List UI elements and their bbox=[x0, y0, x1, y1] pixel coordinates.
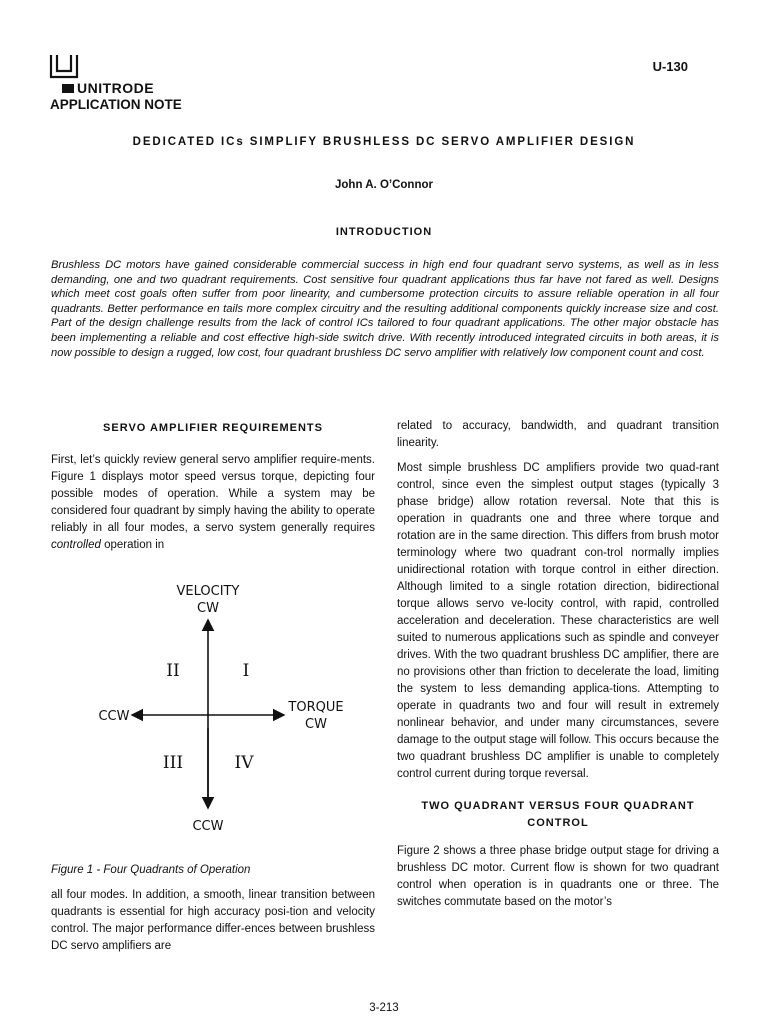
brand-name bbox=[62, 80, 154, 96]
document-title: DEDICATED ICs SIMPLIFY BRUSHLESS DC SERVO AMPLIFIER DESIGN bbox=[132, 136, 636, 148]
quadrant-iv-label: IV bbox=[234, 753, 254, 773]
quadrant-iii-label: III bbox=[162, 753, 184, 773]
figure-1-caption: Figure 1 - Four Quadrants of Operation bbox=[51, 864, 251, 876]
two-vs-four-quadrant-heading: TWO QUADRANT VERSUS FOUR QUADRANT CONTROL bbox=[421, 800, 695, 829]
left-column-top bbox=[51, 420, 375, 554]
document-code: U-130 bbox=[652, 59, 688, 74]
velocity-label: VELOCITY bbox=[176, 584, 240, 599]
torque-cw-label: CW bbox=[305, 717, 327, 732]
page-number: 3-213 bbox=[369, 1002, 399, 1014]
velocity-ccw-label: CCW bbox=[192, 819, 224, 834]
servo-p1-tail: operation in bbox=[100, 539, 165, 551]
servo-paragraph-1 bbox=[51, 452, 375, 554]
right-paragraph-2: Most simple brushless DC amplifiers provide two quad-rant control, since even the simplest output stages (typically 3 phase bridge) allow rotation reversal. Note that this is operation in quadrants one and three where torque and rotation are in the same direction. This differs from brush motor terminology where two quadrant con-trol normally implies unidirectional rotation with torque control in either direction. Although limited to a single rotation direction, bidirectional torque allows servo ve-locity control, with rapid, controlled acceleration and deceleration. These characteristics are well suited to numerous applications such as spindle and conveyer drives. With the two quadrant brushless DC amplifier, there are no provisions other than friction to decelerate the load, limiting the system to less demanding applica-tions. Attempting to operate in quadrants two and four will result in extremely nonlinear behavior, and under many circumstances, severe damage to the output stage will follow. This occurs because the two quadrant brushless DC amplifier is unable to completely control current during torque reversal. bbox=[397, 462, 719, 780]
velocity-cw-label: CW bbox=[197, 601, 219, 616]
introduction-heading: INTRODUCTION bbox=[335, 226, 433, 238]
introduction-text: Brushless DC motors have gained considerable commercial success in high end four quadrant servo systems, as well as in less demanding, one and two quadrant requirements. Cost sensitive four quadrant applications thus far have not fared as well. Designs which meet cost goals often suffer from poor linearity, and cumbersome protection circuits to assure reliable operation in all four quadrants. Better performance en tails more complex circuitry and the resulting additional components quickly increase size and cost. Part of the design challenge results from the lack of control ICs tailored to four quadrant applications. The other major obstacle has been implementing a reliable and cost effective high-side switch drive. With recently introduced integrated circuits in both areas, it is now possible to design a rugged, low cost, four quadrant brushless DC servo amplifier with relatively low component count and cost. bbox=[51, 259, 719, 359]
right-paragraph-3: Figure 2 shows a three phase bridge output stage for driving a brushless DC motor. Current flow is shown for two quadrant control when operation is in quadrants one or three. The switches commutate based on the motor’s bbox=[397, 845, 719, 908]
right-paragraph-1: related to accuracy, bandwidth, and quadrant transition linearity. bbox=[397, 420, 719, 449]
servo-p1-emphasis: controlled bbox=[51, 539, 101, 551]
brand-text: UNITRODE bbox=[77, 80, 155, 96]
quadrant-ii-label: II bbox=[166, 661, 180, 681]
application-note-label: APPLICATION NOTE bbox=[50, 97, 182, 112]
author-name: John A. O’Connor bbox=[335, 179, 433, 191]
right-column bbox=[397, 418, 719, 911]
torque-label: TORQUE bbox=[288, 700, 344, 715]
quadrant-i-label: I bbox=[242, 661, 250, 681]
figure-1-quadrant-diagram bbox=[90, 578, 350, 840]
brand-bar-icon bbox=[62, 84, 74, 93]
servo-paragraph-2: all four modes. In addition, a smooth, linear transition between quadrants is essential for high accuracy posi-tion and velocity control. The major performance differ-ences between brushless DC servo amplifiers are bbox=[51, 889, 375, 952]
unitrode-logo-icon bbox=[49, 53, 79, 81]
torque-ccw-label: CCW bbox=[98, 709, 130, 724]
servo-section-heading: SERVO AMPLIFIER REQUIREMENTS bbox=[103, 422, 323, 434]
servo-p1-text: First, let’s quickly review general servo amplifier require-ments. Figure 1 displays motor speed versus torque, depicting four possible modes of operation. While a system may be considered four quadrant by simply having the ability to operate reliably in all four modes, a servo system generally requires bbox=[51, 454, 375, 534]
